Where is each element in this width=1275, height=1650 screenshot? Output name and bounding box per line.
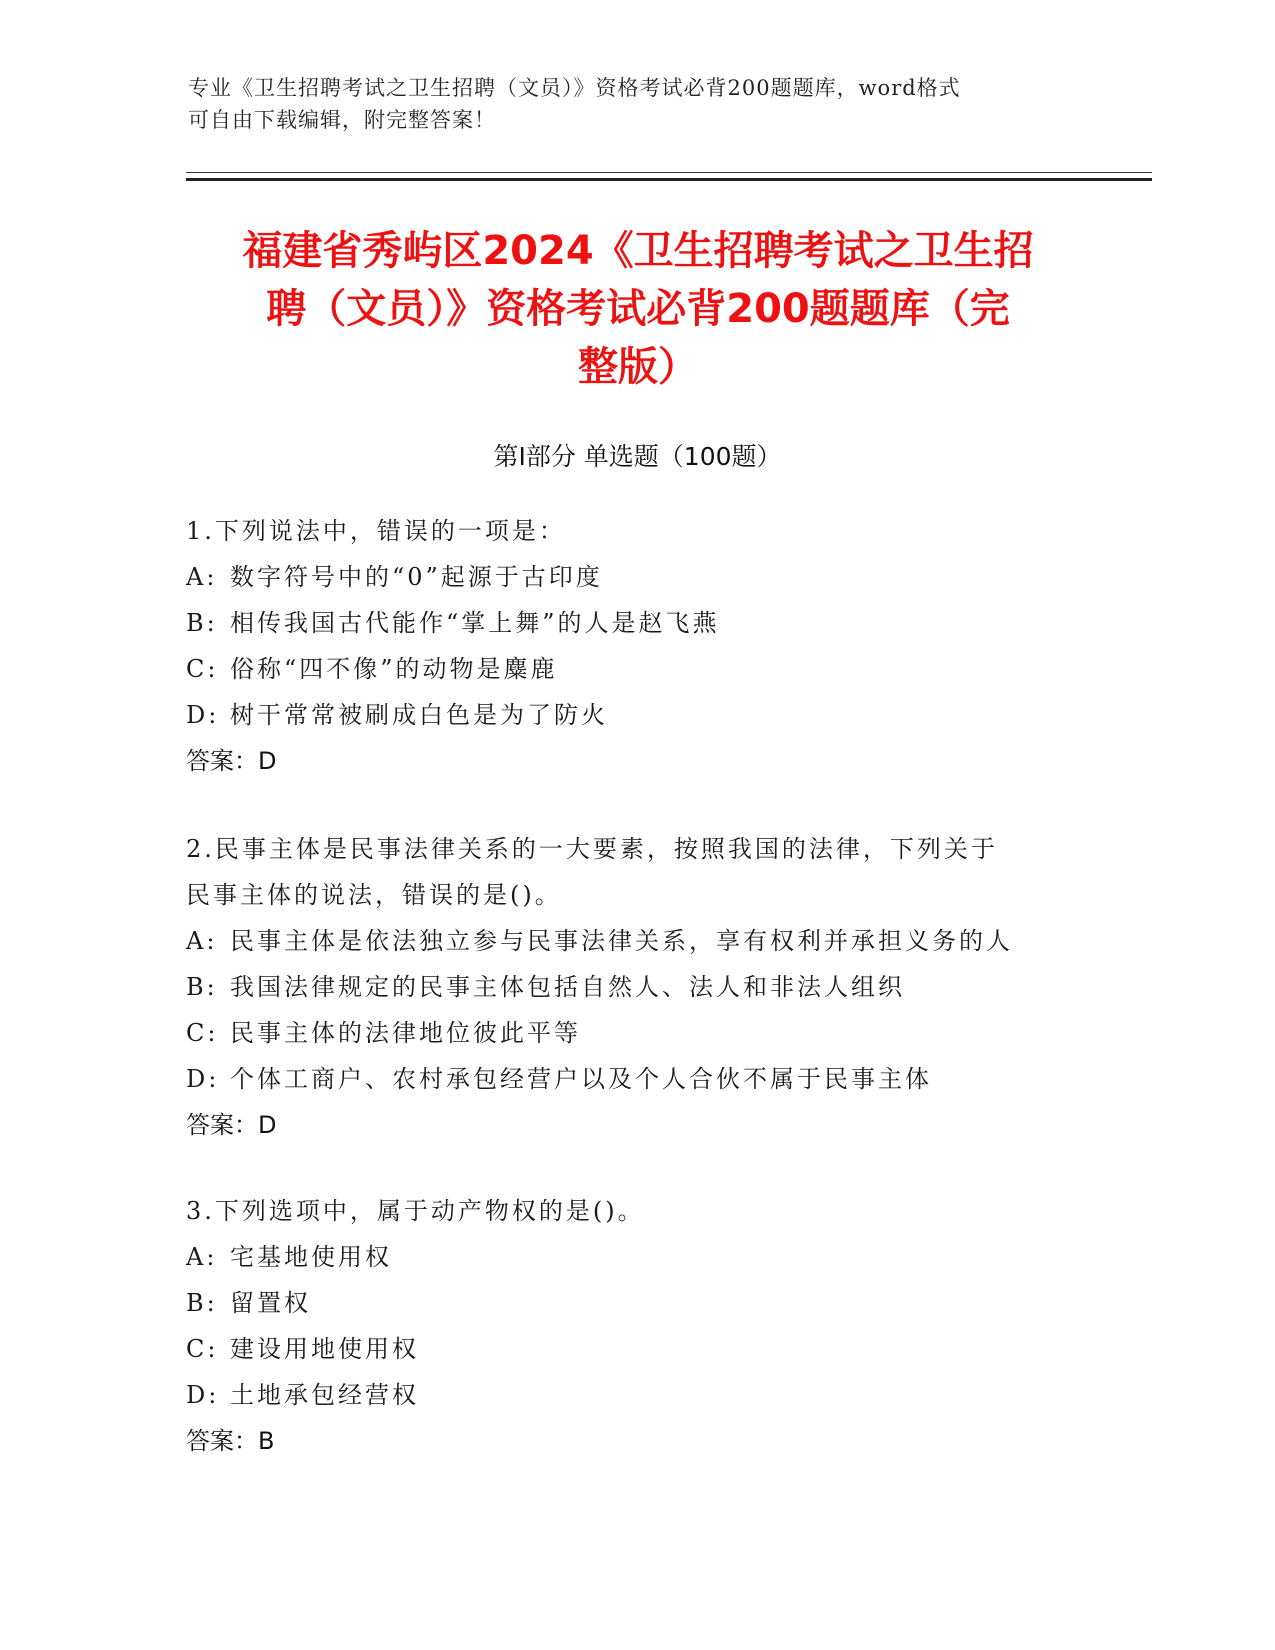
option-text: 相传我国古代能作“掌上舞”的人是赵飞燕 — [230, 609, 720, 637]
option-text: 树干常常被刷成白色是为了防火 — [230, 701, 608, 729]
option-text: 民事主体的法律地位彼此平等 — [230, 1019, 581, 1047]
question-3 — [186, 1188, 1086, 1464]
option-c — [186, 1010, 1086, 1056]
header-rule-thick — [186, 178, 1152, 181]
answer-line: 答案：D — [186, 1111, 277, 1139]
option-text: 留置权 — [230, 1289, 311, 1317]
answer-line: 答案：D — [186, 747, 277, 775]
option-text: 民事主体是依法独立参与民事法律关系，享有权利并承担义务的人 — [230, 927, 1013, 955]
option-letter: D: — [186, 1381, 220, 1409]
option-text: 数字符号中的“0”起源于古印度 — [230, 563, 603, 591]
option-text: 俗称“四不像”的动物是麋鹿 — [230, 655, 558, 683]
option-d — [186, 1056, 1086, 1102]
document-title — [150, 222, 1126, 396]
question-stem-line-2: 民事主体的说法，错误的是()。 — [186, 881, 562, 909]
option-letter: B: — [186, 609, 218, 637]
option-letter: B: — [186, 973, 218, 1001]
option-c — [186, 646, 1086, 692]
question-2 — [186, 826, 1086, 1148]
option-b — [186, 600, 1086, 646]
option-a — [186, 918, 1086, 964]
title-line-1: 福建省秀屿区2024《卫生招聘考试之卫生招 — [242, 228, 1034, 274]
option-letter: C: — [186, 655, 219, 683]
title-line-2: 聘（文员）》资格考试必背200题题库（完 — [266, 286, 1010, 332]
option-d — [186, 692, 1086, 738]
option-b — [186, 964, 1086, 1010]
option-text: 建设用地使用权 — [230, 1335, 419, 1363]
option-text: 土地承包经营权 — [230, 1381, 419, 1409]
option-letter: A: — [186, 927, 218, 955]
option-letter: D: — [186, 1065, 220, 1093]
option-b — [186, 1280, 1086, 1326]
header-note-line-1: 专业《卫生招聘考试之卫生招聘（文员）》资格考试必背200题题库，word格式 — [188, 76, 961, 100]
section-heading: 第Ⅰ部分 单选题（100题） — [493, 442, 782, 471]
option-text: 个体工商户、农村承包经营户以及个人合伙不属于民事主体 — [230, 1065, 932, 1093]
header-rule-thin — [186, 172, 1152, 173]
header-note-line-2: 可自由下载编辑，附完整答案！ — [188, 108, 496, 132]
question-stem-line-1: 2.民事主体是民事法律关系的一大要素，按照我国的法律，下列关于 — [186, 835, 998, 863]
option-text: 我国法律规定的民事主体包括自然人、法人和非法人组织 — [230, 973, 905, 1001]
option-d — [186, 1372, 1086, 1418]
option-letter: A: — [186, 563, 218, 591]
option-letter: B: — [186, 1289, 218, 1317]
option-a — [186, 1234, 1086, 1280]
header-note — [188, 72, 1088, 136]
option-letter: C: — [186, 1335, 219, 1363]
option-letter: C: — [186, 1019, 219, 1047]
option-c — [186, 1326, 1086, 1372]
question-1 — [186, 508, 1086, 784]
option-letter: A: — [186, 1243, 218, 1271]
answer-line: 答案：B — [186, 1427, 275, 1455]
question-stem: 1.下列说法中，错误的一项是： — [186, 517, 566, 545]
title-line-3: 整版） — [578, 344, 698, 390]
option-a — [186, 554, 1086, 600]
option-text: 宅基地使用权 — [230, 1243, 392, 1271]
question-stem: 3.下列选项中，属于动产物权的是()。 — [186, 1197, 645, 1225]
option-letter: D: — [186, 701, 220, 729]
